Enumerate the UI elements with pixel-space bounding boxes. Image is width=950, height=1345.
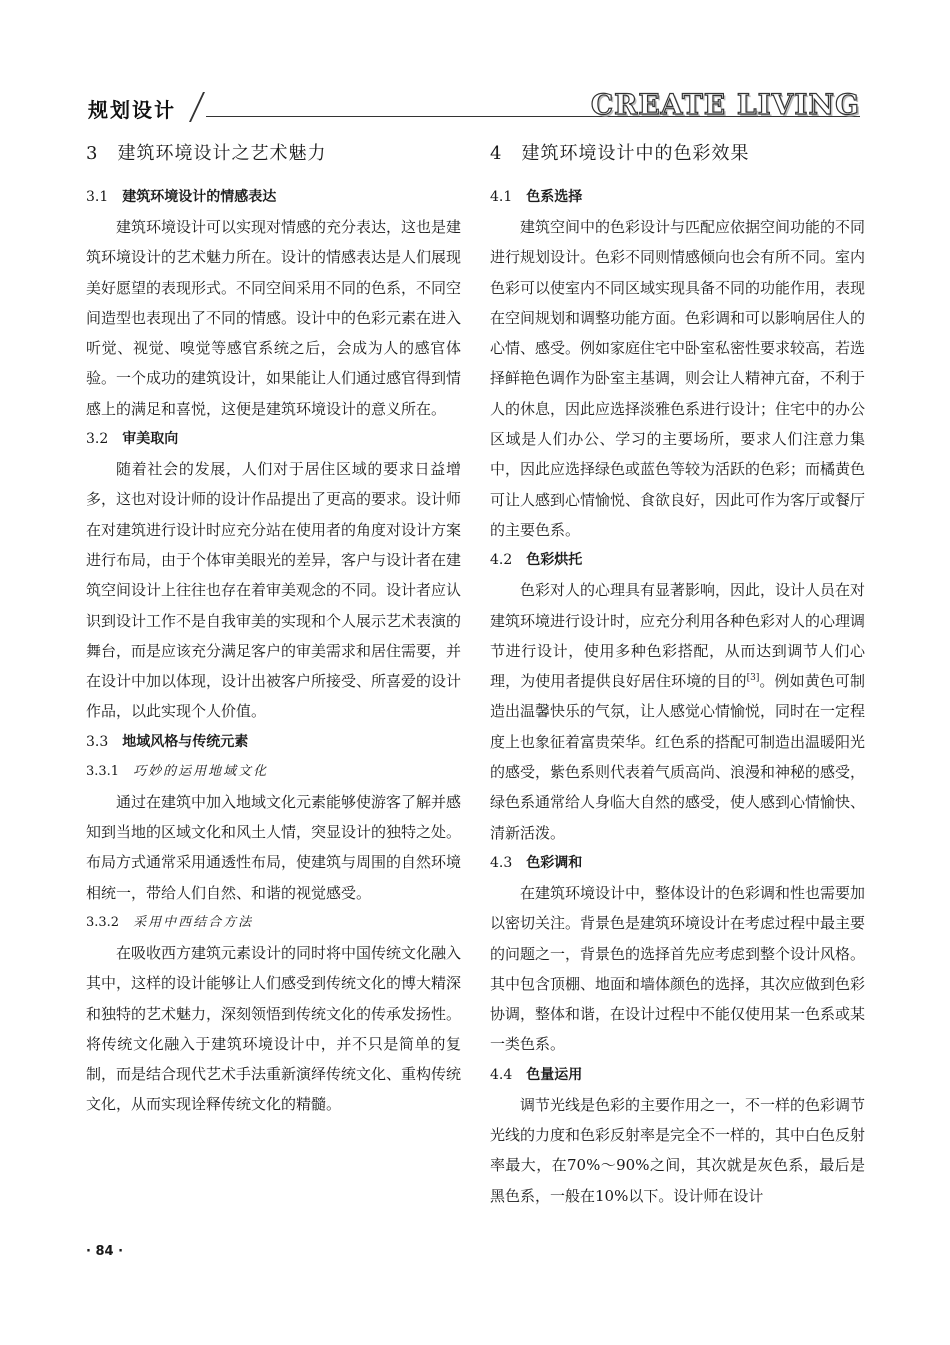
subsection-3-3-1-heading: 3.3.1 巧妙的运用地域文化 — [86, 763, 269, 779]
paragraph-4-4: 调节光线是色彩的主要作用之一，不一样的色彩调节光线的力度和色彩反射率是完全不一样的，其中白色反射率最大，在70%～90%之间，其次就是灰色系，最后是黑色系，一般在10%以下。设计师在设计 — [490, 1095, 866, 1205]
header-slash — [189, 92, 205, 122]
paragraph-4-1: 建筑空间中的色彩设计与匹配应依据空间功能的不同进行规划设计。色彩不同则情感倾向也会有所不同。室内色彩可以使室内不同区域实现具备不同的功能作用，表现在空间规划和调整功能方面。色彩调和可以影响居住人的心情、感受。例如家庭住宅中卧室私密性要求较高，若选择鲜艳色调作为卧室主基调，则会让人精神亢奋，不利于人的休息，因此应选择淡雅色系进行设计；住宅中的办公区域是人们办公、学习的主要场所，要求人们注意力集中，因此应选择绿色或蓝色等较为活跃的色彩；而橘黄色可让人感到心情愉悦、食欲良好，因此可作为客厅或餐厅的主要色系。 — [490, 218, 866, 539]
paragraph-4-3: 在建筑环境设计中，整体设计的色彩调和性也需要加以密切关注。背景色是建筑环境设计在考虑过程中最主要的问题之一，背景色的选择首先应考虑到整个设计风格。其中包含顶棚、地面和墙体颜色的选择，其次应做到色彩协调，整体和谐，在设计过程中不能仅使用某一色系或某一类色系。 — [490, 883, 866, 1054]
subsection-3-2-heading: 3.2 审美取向 — [86, 431, 179, 448]
subsection-3-3-2-heading: 3.3.2 采用中西结合方法 — [86, 914, 254, 930]
paragraph-3-2: 随着社会的发展，人们对于居住区域的要求日益增多，这也对设计师的设计作品提出了更高的要求。设计师在对建筑进行设计时应充分站在使用者的角度对设计方案进行布局，由于个体审美眼光的差异，客户与设计者在建筑空间设计上往往也存在着审美观念的不同。设计者应认识到设计工作不是自我审美的实现和个人展示艺术表演的舞台，而是应该充分满足客户的审美需求和居住需要，并在设计中加以体现，设计出被客户所接受、所喜爱的设计作品，以此实现个人价值。 — [86, 460, 462, 721]
left-column — [86, 140, 461, 1120]
brand-title: CREATE LIVING — [590, 88, 860, 121]
paragraph-4-2: 色彩对人的心理具有显著影响，因此，设计人员在对建筑环境进行设计时，应充分利用各种色彩对人的心理调节进行设计，使用多种色彩搭配，从而达到调节人们心理，为使用者提供良好居住环境的目的[3]。例如黄色可制造出温馨快乐的气氛，让人感觉心情愉悦，同时在一定程度上也象征着富贵荣华。红色系的搭配可制造出温暖阳光的感受，紫色系则代表着气质高尚、浪漫和神秘的感受，绿色系通常给人身临大自然的感受，使人感到心情愉快、清新活泼。 — [490, 581, 866, 842]
subsection-4-1-heading: 4.1 色系选择 — [490, 189, 583, 205]
subsection-3-3-heading: 3.3 地域风格与传统元素 — [86, 733, 249, 750]
citation-ref: [3] — [746, 673, 760, 684]
section-4-heading: 4 建筑环境设计中的色彩效果 — [490, 143, 750, 164]
right-column — [490, 140, 865, 1211]
paragraph-3-3-2: 在吸收西方建筑元素设计的同时将中国传统文化融入其中，这样的设计能够让人们感受到传统文化的博大精深和独特的艺术魅力，深刻领悟到传统文化的传承发扬性。将传统文化融入于建筑环境设计中，并不只是简单的复制，而是结合现代艺术手法重新演绎传统文化、重构传统文化，从而实现诠释传统文化的精髓。 — [86, 943, 462, 1114]
section-3-heading: 3 建筑环境设计之艺术魅力 — [86, 143, 327, 164]
subsection-4-3-heading: 4.3 色彩调和 — [490, 854, 583, 871]
paragraph-3-3-1: 通过在建筑中加入地域文化元素能够使游客了解并感知到当地的区域文化和风土人情，突显设计的独特之处。布局方式通常采用通透性布局，使建筑与周围的自然环境相统一，带给人们自然、和谐的视觉感受。 — [86, 792, 462, 902]
section-label: 规划设计 — [88, 98, 176, 122]
subsection-4-4-heading: 4.4 色量运用 — [490, 1066, 583, 1083]
page-number: · 84 · — [86, 1244, 124, 1259]
page-header — [88, 90, 860, 126]
subsection-4-2-heading: 4.2 色彩烘托 — [490, 552, 583, 569]
subsection-3-1-heading: 3.1 建筑环境设计的情感表达 — [86, 189, 277, 205]
paragraph-3-1: 建筑环境设计可以实现对情感的充分表达，这也是建筑环境设计的艺术魅力所在。设计的情感表达是人们展现美好愿望的表现形式。不同空间采用不同的色系，不同空间造型也表现出了不同的情感。设计中的色彩元素在进入听觉、视觉、嗅觉等感官系统之后，会成为人的感官体验。一个成功的建筑设计，如果能让人们通过感官得到情感上的满足和喜悦，这便是建筑环境设计的意义所在。 — [86, 218, 462, 418]
